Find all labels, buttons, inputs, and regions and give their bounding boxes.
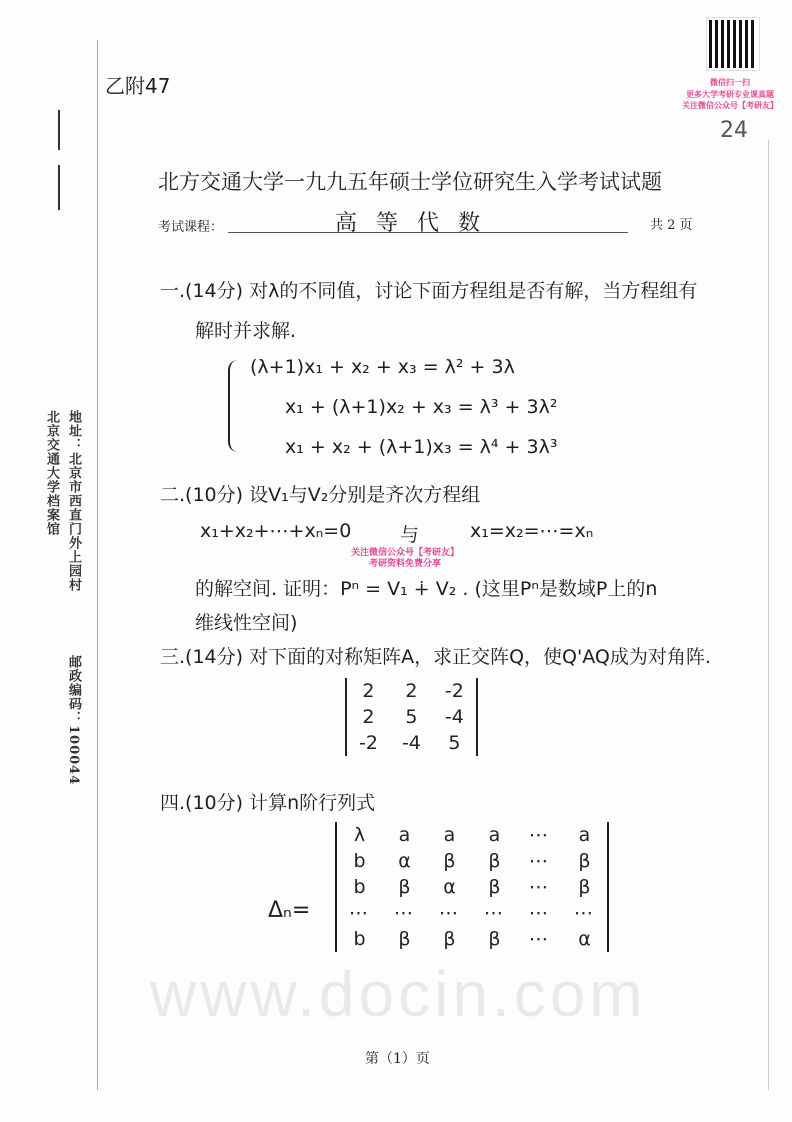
matrix-cell: 2 [405, 680, 418, 702]
det-cell: ⋯ [574, 902, 595, 924]
margin-line [97, 40, 98, 1090]
det-cell: a [443, 824, 456, 846]
right-edge-line [768, 140, 769, 1090]
det-cell: β [488, 876, 501, 898]
det-cell: b [353, 850, 366, 872]
matrix-a [345, 678, 478, 756]
matrix-cell: -4 [444, 706, 464, 728]
q3-text: 三.(14分) 对下面的对称矩阵A，求正交阵Q，使Q'AQ成为对角阵. [160, 646, 711, 668]
pen-mark [58, 165, 60, 210]
qr-line2: 关注微信公众号【考研友】 [682, 101, 778, 110]
handwritten-page-number: 24 [720, 118, 748, 143]
q2-conj: 与 [400, 524, 420, 546]
q2-text-line3: 维线性空间) [195, 612, 298, 634]
det-cell: a [578, 824, 591, 846]
matrix-cell: 2 [362, 680, 375, 702]
det-cell: a [488, 824, 501, 846]
q2-text-line1: 二.(10分) 设V₁与V₂分别是齐次方程组 [160, 484, 481, 506]
overlay-line1: 关注微信公众号【考研友】 [350, 548, 459, 558]
qr-line1: 更多大学考研专业课真题 [686, 90, 774, 99]
det-cell: β [398, 928, 411, 950]
corner-note: 乙附47 [105, 74, 171, 98]
matrix-cell: 2 [362, 706, 375, 728]
det-cell: α [443, 876, 456, 898]
det-cell: ⋯ [349, 902, 370, 924]
footer-page: 第（1）页 [365, 1051, 430, 1067]
q4-text: 四.(10分) 计算n阶行列式 [160, 792, 376, 814]
margin-archive: 北京交通大学档案馆 [44, 410, 59, 536]
det-cell: ⋯ [484, 902, 505, 924]
det-cell: β [488, 928, 501, 950]
determinant [335, 822, 609, 952]
exam-title: 北方交通大学一九九五年硕士学位研究生入学考试试题 [158, 170, 662, 194]
watermark: www.docin.com [150, 958, 647, 1030]
det-cell: ⋯ [529, 824, 550, 846]
det-cell: β [398, 876, 411, 898]
q2-eq2: x₁=x₂=⋯=xₙ [470, 520, 594, 542]
det-cell: ⋯ [529, 850, 550, 872]
det-cell: ⋯ [439, 902, 460, 924]
det-cell: ⋯ [394, 902, 415, 924]
margin-postcode: 邮政编码：100044 [66, 655, 81, 786]
q2-text-line2: 的解空间. 证明：Pⁿ = V₁ ∔ V₂ . (这里Pⁿ是数域P上的n [195, 578, 658, 600]
qr-caption: 微信扫一扫 [710, 78, 750, 87]
det-cell: λ [353, 824, 366, 846]
matrix-cell: 5 [448, 732, 461, 754]
det-cell: a [398, 824, 411, 846]
det-cell: α [578, 928, 591, 950]
overlay-line2: 考研资料免费分享 [368, 559, 441, 569]
det-cell: ⋯ [529, 876, 550, 898]
determinant-lhs: Δₙ= [268, 898, 311, 923]
margin-address: 地址：北京市西直门外上园村 [66, 410, 81, 592]
det-cell: β [578, 876, 591, 898]
q1-text-line2: 解时并求解. [195, 320, 297, 342]
det-cell: β [578, 850, 591, 872]
det-cell: ⋯ [529, 902, 550, 924]
system-brace [228, 360, 240, 452]
matrix-cell: -2 [444, 680, 464, 702]
det-cell: α [398, 850, 411, 872]
q1-equation-3: x₁ + x₂ + (λ+1)x₃ = λ⁴ + 3λ³ [285, 436, 558, 458]
course-label: 考试课程： [158, 220, 224, 235]
det-cell: β [488, 850, 501, 872]
course-name: 高 等 代 数 [335, 211, 486, 236]
q1-equation-1: (λ+1)x₁ + x₂ + x₃ = λ² + 3λ [250, 356, 515, 378]
det-cell: ⋯ [529, 928, 550, 950]
det-cell: b [353, 876, 366, 898]
pen-mark [58, 110, 60, 150]
matrix-cell: 5 [405, 706, 418, 728]
q2-eq1: x₁+x₂+⋯+xₙ=0 [200, 520, 352, 542]
total-pages: 共 2 页 [650, 218, 693, 233]
det-cell: β [443, 850, 456, 872]
det-cell: b [353, 928, 366, 950]
matrix-cell: -4 [401, 732, 421, 754]
det-cell: β [443, 928, 456, 950]
q1-text-line1: 一.(14分) 对λ的不同值，讨论下面方程组是否有解，当方程组有 [160, 280, 698, 302]
qr-code[interactable] [707, 18, 759, 70]
q1-equation-2: x₁ + (λ+1)x₂ + x₃ = λ³ + 3λ² [285, 396, 558, 418]
matrix-cell: -2 [359, 732, 378, 754]
